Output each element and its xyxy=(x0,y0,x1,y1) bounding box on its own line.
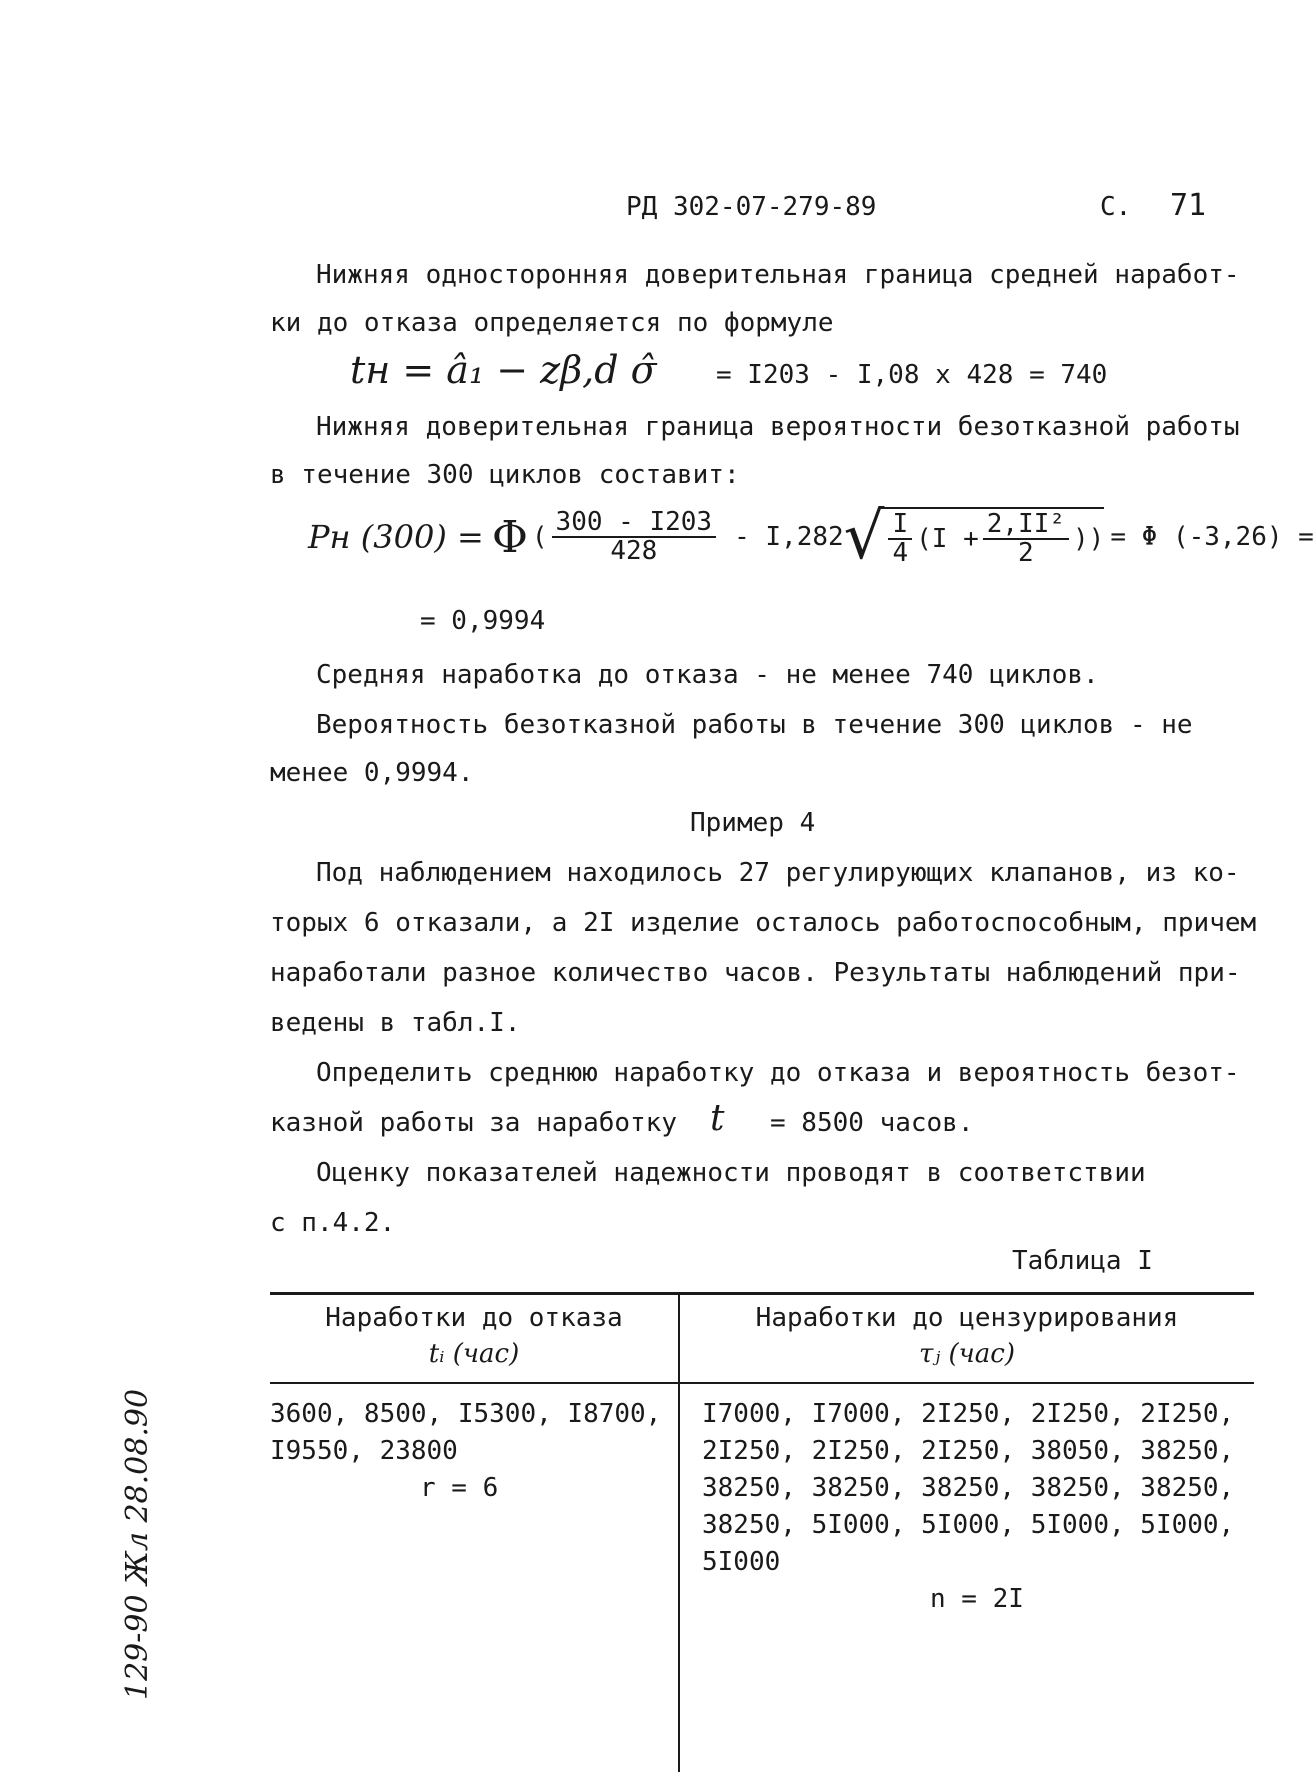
sqrt-icon: √ xyxy=(843,500,885,574)
page-label: С. xyxy=(1100,192,1132,222)
page-number: 71 xyxy=(1170,188,1207,223)
formula2-open: ( xyxy=(531,522,548,552)
formula1-rhs: = I203 - I,08 x 428 = 740 xyxy=(716,360,1108,390)
data-table xyxy=(270,1292,1254,1772)
conclusion2-line2: менее 0,9994. xyxy=(270,758,474,788)
formula2 xyxy=(308,500,1314,574)
margin-handwritten-note: 129-90 Жл 28.08.90 xyxy=(120,1388,155,1700)
col1-header: Наработки до отказа xyxy=(325,1303,623,1333)
table-top-rule xyxy=(270,1292,1254,1295)
para3-line4: ведены в табл.I. xyxy=(270,1008,521,1038)
doc-code: РД 302-07-279-89 xyxy=(626,192,877,222)
para2-line1: Нижняя доверительная граница вероятности безотказной работы xyxy=(316,412,1240,442)
formula1-lhs: tн = â₁ − zβ,d σ̂ xyxy=(350,348,657,392)
col2-subheader: τⱼ (час) xyxy=(918,1339,1016,1369)
para2-line2: в течение 300 циклов составит: xyxy=(270,460,740,490)
para3-line1: Под наблюдением находилось 27 регулирующих клапанов, из ко- xyxy=(316,858,1240,888)
col2-count: n = 2I xyxy=(930,1584,1024,1614)
col1-values-line1: 3600, 8500, I5300, I8700, xyxy=(270,1399,662,1429)
col2-header: Наработки до цензурирования xyxy=(755,1303,1179,1333)
formula2-sqrt xyxy=(843,500,1105,574)
conclusion2-line1: Вероятность безотказной работы в течение 300 циклов - не xyxy=(316,710,1193,740)
col2-values-line4: 38250, 5I000, 5I000, 5I000, 5I000, xyxy=(702,1510,1235,1540)
formula2-minus-coef: - I,282 xyxy=(734,522,844,552)
col2-values-line1: I7000, I7000, 2I250, 2I250, 2I250, xyxy=(702,1399,1235,1429)
formula2-inner-open: (I + xyxy=(916,524,979,554)
formula2-eq-phi: = Φ (-3,26) = xyxy=(1110,522,1314,552)
table-header-rule xyxy=(270,1382,1254,1384)
col2-values-line2: 2I250, 2I250, 2I250, 38050, 38250, xyxy=(702,1436,1235,1466)
formula2-result: = 0,9994 xyxy=(420,606,546,636)
frac3-numerator: 2,II² xyxy=(983,511,1069,540)
para3-line2: торых 6 отказали, а 2I изделие осталось работоспособным, причем xyxy=(270,908,1257,938)
col1-values-line2: I9550, 23800 xyxy=(270,1436,458,1466)
col1-count: r = 6 xyxy=(420,1473,499,1503)
para5-line2: с п.4.2. xyxy=(270,1208,396,1238)
para1-line2: ки до отказа определяется по формуле xyxy=(270,308,834,338)
sqrt-content xyxy=(884,507,1104,568)
formula2-inner-close: )) xyxy=(1073,524,1105,554)
formula2-phi: Φ xyxy=(491,511,528,563)
para5-line1: Оценку показателей надежности проводят в соответствии xyxy=(316,1158,1146,1188)
col1-subheader: tᵢ (час) xyxy=(428,1339,520,1369)
example-title: Пример 4 xyxy=(690,808,816,838)
para4-line2-end: = 8500 часов. xyxy=(770,1108,974,1138)
frac1-denominator: 428 xyxy=(610,536,658,566)
para1-line1: Нижняя односторонняя доверительная граница средней наработ- xyxy=(316,260,1240,290)
formula2-p-label: Pн (300) = xyxy=(308,518,484,556)
conclusion1: Средняя наработка до отказа - не менее 740 циклов. xyxy=(316,660,1099,690)
para4-t-symbol: t xyxy=(710,1098,725,1139)
para4-line2: казной работы за наработку xyxy=(270,1108,677,1138)
formula2-frac2 xyxy=(888,508,912,568)
frac1-numerator: 300 - I203 xyxy=(552,509,717,538)
col2-values-line3: 38250, 38250, 38250, 38250, 38250, xyxy=(702,1473,1235,1503)
formula2-frac3 xyxy=(983,508,1069,568)
frac3-denominator: 2 xyxy=(1018,538,1034,568)
para4-line1: Определить среднюю наработку до отказа и вероятность безот- xyxy=(316,1058,1240,1088)
col2-values-line5: 5I000 xyxy=(702,1547,781,1577)
frac2-denominator: 4 xyxy=(892,538,909,568)
formula2-frac1 xyxy=(552,506,717,566)
table-caption: Таблица I xyxy=(1012,1246,1153,1276)
para3-line3: наработали разное количество часов. Результаты наблюдений при- xyxy=(270,958,1241,988)
frac2-numerator: I xyxy=(888,511,912,540)
